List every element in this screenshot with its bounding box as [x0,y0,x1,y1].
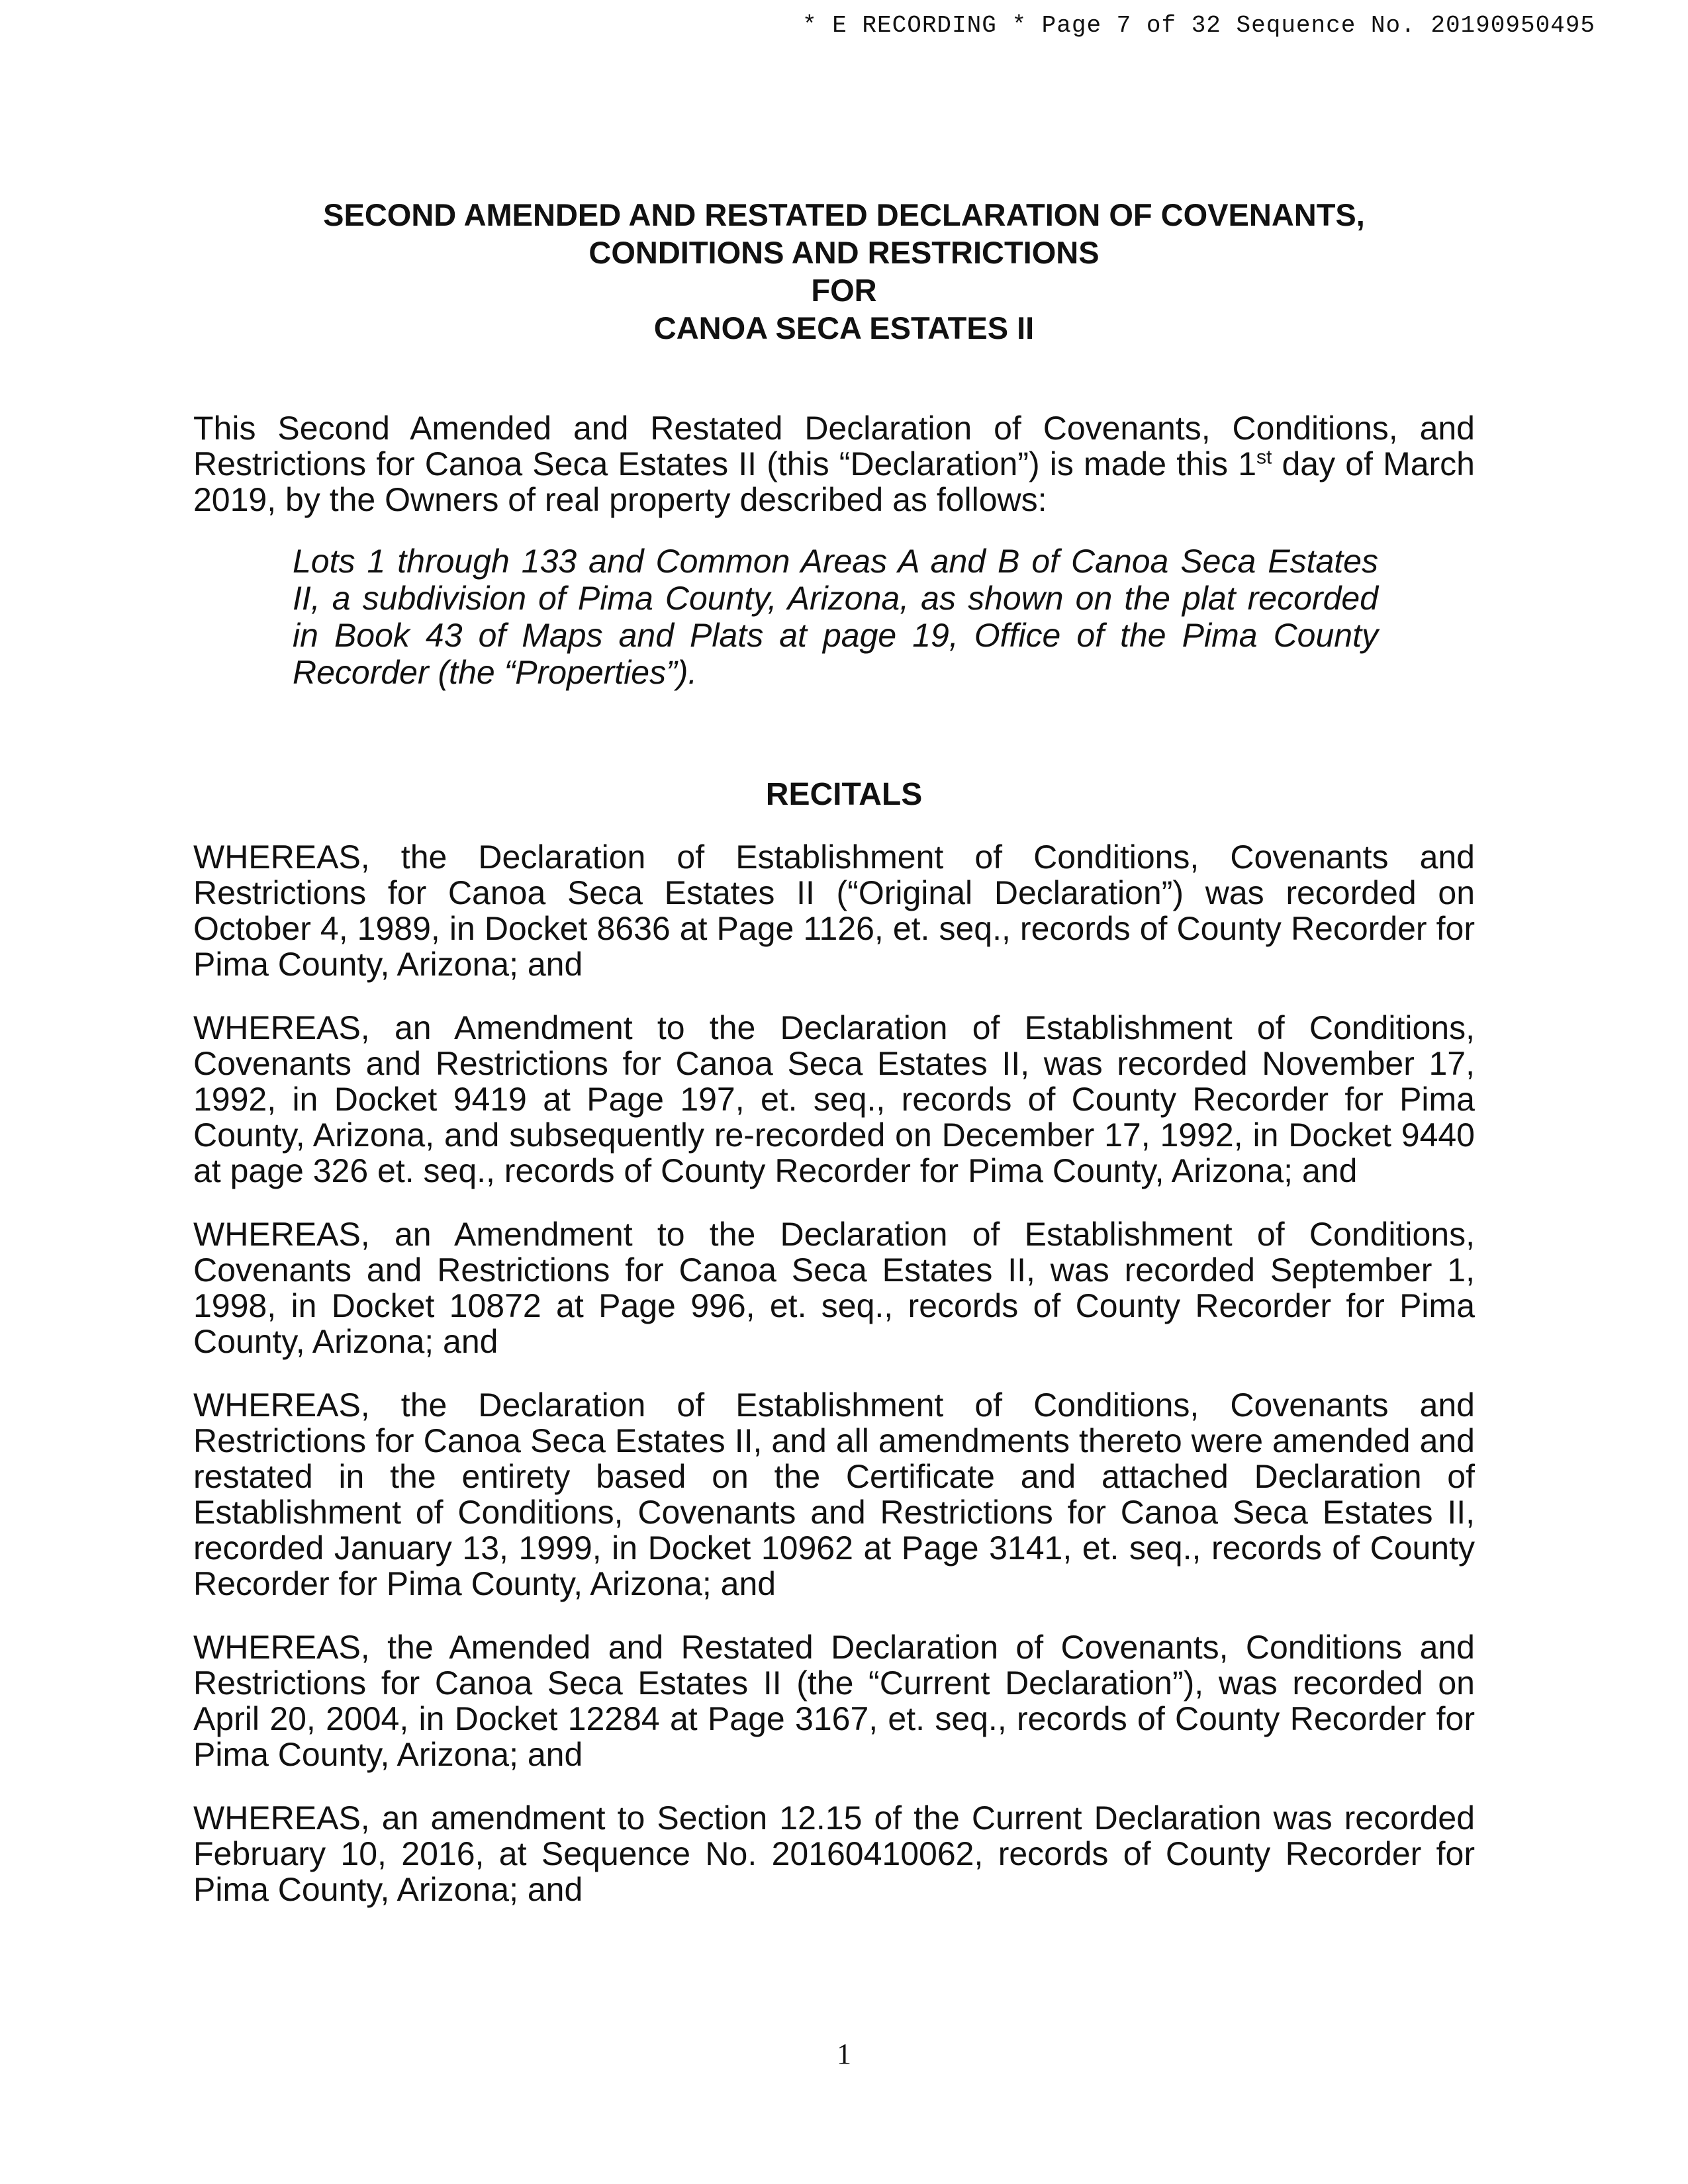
recital-paragraph-2: WHEREAS, an Amendment to the Declaration of Establishment of Conditions, Covenants and Restrictions for Canoa Seca Estates II, was recorded November 17, 1992, in Docket 9419 at Page 197, et. seq., records of County Recorder for Pima County, Arizona, and subsequently re-recorded on December 17, 1992, in Docket 9440 at page 326 et. seq., records of County Recorder for Pima County, Arizona; and [193,1009,1475,1189]
recital-paragraph-5: WHEREAS, the Amended and Restated Declaration of Covenants, Conditions and Restrictions for Canoa Seca Estates II (the “Current Declaration”), was recorded on April 20, 2004, in Docket 12284 at Page 3167, et. seq., records of County Recorder for Pima County, Arizona; and [193,1629,1475,1773]
page-number: 1 [837,2038,851,2070]
intro-superscript: st [1256,446,1272,469]
title-line-1: SECOND AMENDED AND RESTATED DECLARATION OF COVENANTS, [323,197,1365,232]
intro-text-part1: This Second Amended and Restated Declaration of Covenants, Conditions, and Restrictions for Canoa Seca Estates II (this “Declaration”) is made this 1 [193,410,1475,482]
recital-paragraph-3: WHEREAS, an Amendment to the Declaration of Establishment of Conditions, Covenants and Restrictions for Canoa Seca Estates II, was recorded September 1, 1998, in Docket 10872 at Page 996, et. seq., records of County Recorder for Pima County, Arizona; and [193,1216,1475,1360]
property-description: Lots 1 through 133 and Common Areas A and B of Canoa Seca Estates II, a subdivision of Pima County, Arizona, as shown on the plat recorded in Book 43 of Maps and Plats at page 19, Office of the Pima County Recorder (the “Properties”). [293,543,1378,691]
recitals-heading: RECITALS [765,777,923,812]
title-line-4: CANOA SECA ESTATES II [653,310,1035,345]
recital-paragraph-1: WHEREAS, the Declaration of Establishment of Conditions, Covenants and Restrictions for Canoa Seca Estates II (“Original Declaration”) was recorded on October 4, 1989, in Docket 8636 at Page 1126, et. seq., records of County Recorder for Pima County, Arizona; and [193,839,1475,983]
recitals-section [193,839,1475,1935]
title-line-3: FOR [811,273,877,308]
recording-stamp: * E RECORDING * Page 7 of 32 Sequence No. 20190950495 [802,12,1595,39]
title-line-2: CONDITIONS AND RESTRICTIONS [588,235,1100,270]
document-title [0,196,1688,347]
intro-text-part2: day of March 2019, by the Owners of real property described as follows: [193,445,1475,518]
recital-paragraph-4: WHEREAS, the Declaration of Establishment of Conditions, Covenants and Restrictions for Canoa Seca Estates II, and all amendments thereto were amended and restated in the entirety based on the Certificate and attached Declaration of Establishment of Conditions, Covenants and Restrictions for Canoa Seca Estates II, recorded January 13, 1999, in Docket 10962 at Page 3141, et. seq., records of County Recorder for Pima County, Arizona; and [193,1387,1475,1602]
recital-paragraph-6: WHEREAS, an amendment to Section 12.15 of the Current Declaration was recorded February 10, 2016, at Sequence No. 20160410062, records of County Recorder for Pima County, Arizona; and [193,1799,1475,1908]
intro-paragraph [193,410,1475,518]
